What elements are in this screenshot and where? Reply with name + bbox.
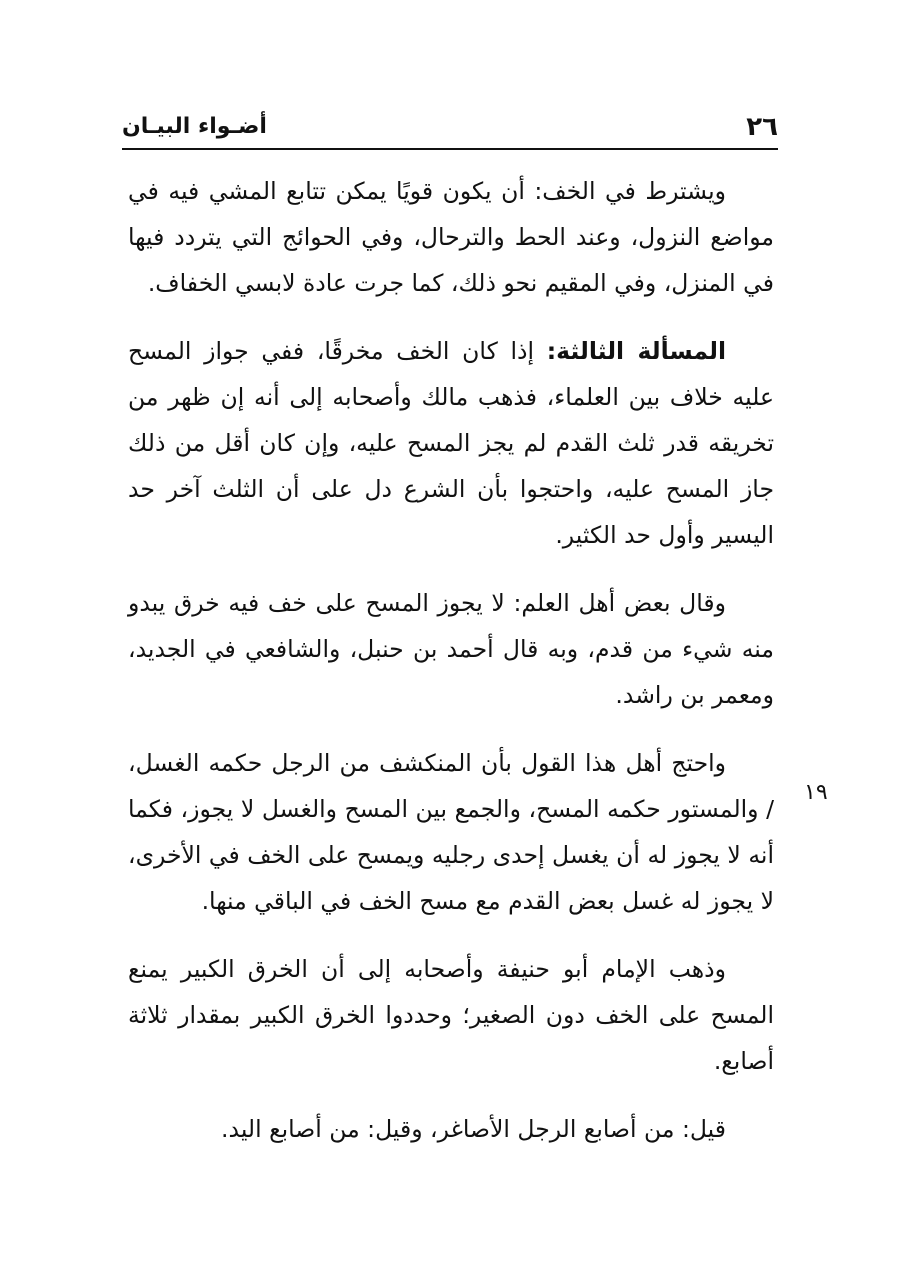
header-rule [122, 148, 778, 150]
paragraph-6 [128, 1106, 774, 1152]
paragraph-6-text: قيل: من أصابع الرجل الأصاغر، وقيل: من أصابع اليد. [221, 1115, 726, 1143]
paragraph-5 [128, 946, 774, 1084]
paragraph-3-text: وقال بعض أهل العلم: لا يجوز المسح على خف فيه خرق يبدو منه شيء من قدم، وبه قال أحمد بن حنبل، والشافعي في الجديد، ومعمر بن راشد. [128, 589, 774, 709]
main-text [128, 168, 774, 1174]
paragraph-1 [128, 168, 774, 306]
page-header [122, 110, 778, 148]
paragraph-2 [128, 328, 774, 558]
page-number: ٢٦ [746, 112, 778, 142]
paragraph-2-lead: المسألة الثالثة: [546, 337, 726, 365]
paragraph-4 [128, 740, 774, 924]
paragraph-4-text: واحتج أهل هذا القول بأن المنكشف من الرجل حكمه الغسل، / والمستور حكمه المسح، والجمع بين المسح والغسل لا يجوز، فكما أنه لا يجوز له أن يغسل إحدى رجليه ويمسح على الخف في الأخرى، لا يجوز له غسل بعض القدم مع مسح الخف في الباقي منها. [128, 749, 774, 915]
paragraph-3 [128, 580, 774, 718]
running-title: أضـواء البيـان [122, 114, 267, 139]
paragraph-2-text: إذا كان الخف مخرقًا، ففي جواز المسح عليه خلاف بين العلماء، فذهب مالك وأصحابه إلى أنه إن ظهر من تخريقه قدر ثلث القدم لم يجز المسح عليه، وإن كان أقل من ذلك جاز المسح عليه، واحتجوا بأن الشرع دل على أن الثلث آخر حد اليسير وأول حد الكثير. [128, 337, 774, 549]
paragraph-5-text: وذهب الإمام أبو حنيفة وأصحابه إلى أن الخرق الكبير يمنع المسح على الخف دون الصغير؛ وحددوا الخرق الكبير بمقدار ثلاثة أصابع. [128, 955, 774, 1075]
paragraph-1-text: ويشترط في الخف: أن يكون قويًا يمكن تتابع المشي فيه في مواضع النزول، وعند الحط والترحال، وفي الحوائج التي يتردد فيها في المنزل، وفي المقيم نحو ذلك، كما جرت عادة لابسي الخفاف. [128, 177, 774, 297]
margin-page-marker: ١٩ [804, 780, 828, 805]
